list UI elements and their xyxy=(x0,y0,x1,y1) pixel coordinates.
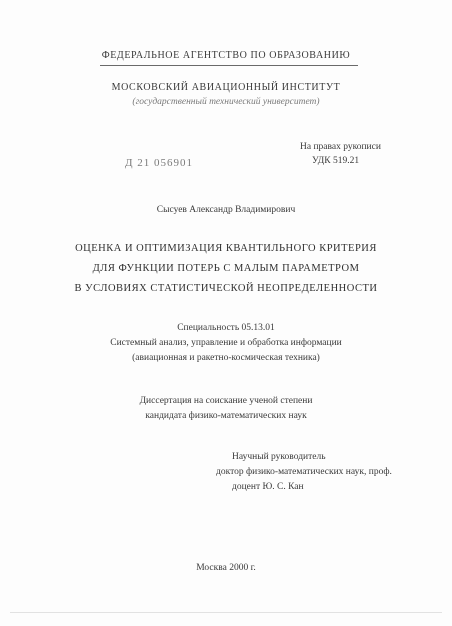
agency-name: ФЕДЕРАЛЬНОЕ АГЕНТСТВО ПО ОБРАЗОВАНИЮ xyxy=(101,50,351,61)
institute-name: МОСКОВСКИЙ АВИАЦИОННЫЙ ИНСТИТУТ xyxy=(111,82,341,93)
supervisor-line-2: доцент Ю. С. Кан xyxy=(232,482,304,492)
author-name: Сысуев Александр Владимирович xyxy=(156,205,296,215)
specialty-branch: (авиационная и ракетно-космическая техника) xyxy=(132,353,320,363)
udk-code: УДК 519.21 xyxy=(312,156,360,166)
title-line-3: В УСЛОВИЯХ СТАТИСТИЧЕСКОЙ НЕОПРЕДЕЛЕННОСТИ xyxy=(74,283,378,294)
rights-note: На правах рукописи xyxy=(300,142,381,152)
degree-line-1: Диссертация на соискание ученой степени xyxy=(139,396,313,406)
institute-subtitle: (государственный технический университет) xyxy=(132,97,320,107)
page-edge xyxy=(10,612,442,613)
divider-line xyxy=(100,65,358,66)
title-line-2: ДЛЯ ФУНКЦИИ ПОТЕРЬ С МАЛЫМ ПАРАМЕТРОМ xyxy=(92,263,360,274)
specialty-name: Системный анализ, управление и обработка информации xyxy=(110,338,342,348)
supervisor-label: Научный руководитель xyxy=(232,452,326,462)
supervisor-line-1: доктор физико-математических наук, проф. xyxy=(216,467,392,477)
title-line-1: ОЦЕНКА И ОПТИМИЗАЦИЯ КВАНТИЛЬНОГО КРИТЕРИЯ xyxy=(75,243,377,254)
city-year: Москва 2000 г. xyxy=(196,563,256,573)
degree-line-2: кандидата физико-математических наук xyxy=(145,411,307,421)
specialty-code: Специальность 05.13.01 xyxy=(177,323,275,333)
archive-stamp: Д 21 056901 xyxy=(125,157,194,169)
